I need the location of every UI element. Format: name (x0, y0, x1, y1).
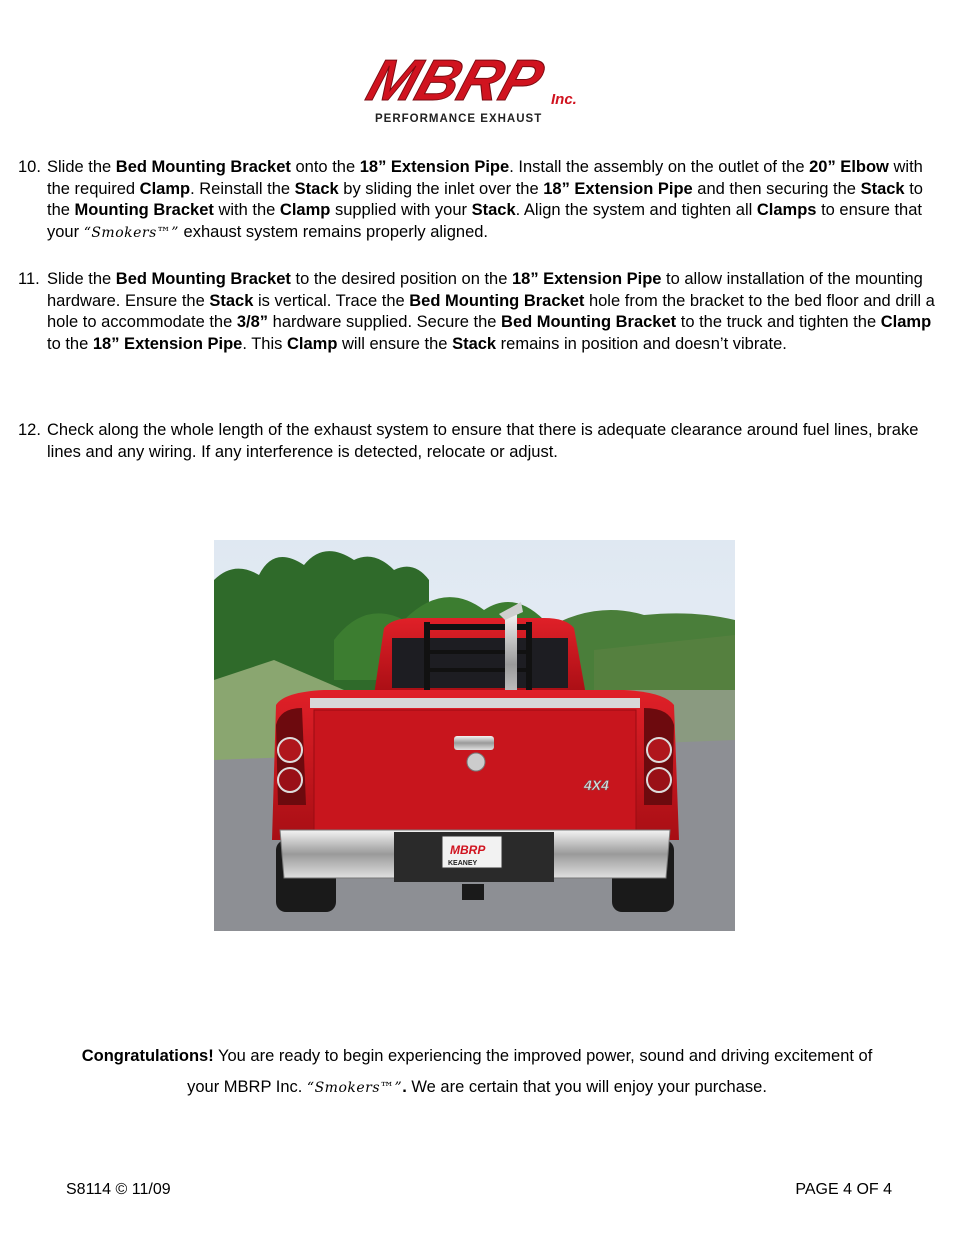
bold-term: Bed Mounting Bracket (115, 158, 291, 176)
bold-term: Bed Mounting Bracket (409, 291, 585, 310)
step-text-run: to ensure that your (47, 201, 922, 241)
bold-term: 20” Elbow (809, 158, 889, 176)
step-12 (18, 420, 938, 463)
step-text-run: supplied with your (330, 201, 472, 220)
bold-term: Clamp (286, 334, 338, 353)
step-text-run: . Align the system and tighten all (515, 201, 757, 220)
step-text-run: remains in position and doesn’t vibrate. (496, 334, 787, 353)
step-text (47, 269, 938, 355)
bold-term: 18” Extension Pipe (511, 270, 662, 288)
step-text-run: Slide the (47, 158, 116, 176)
bold-term: 18” Extension Pipe (359, 158, 510, 176)
smokers-product-name: “Smokers™” (306, 1080, 403, 1096)
congrats-lead: Congratulations! (81, 1047, 214, 1065)
bold-term: Stack (471, 201, 516, 220)
bold-term: Stack (209, 291, 254, 310)
step-text (47, 420, 938, 463)
bold-term: Stack (860, 179, 905, 198)
bold-term: Stack (294, 179, 339, 198)
step-text-run: with the required (47, 158, 923, 198)
step-number: 11. (18, 270, 40, 288)
congrats-line-1-rest: You are ready to begin experiencing the improved power, sound and driving excitement of (213, 1047, 873, 1065)
bold-term: Clamp (880, 313, 932, 332)
step-text-run: to the desired position on the (290, 270, 512, 288)
bold-term: 3/8” (236, 313, 269, 332)
step-text-run: Slide the (47, 270, 116, 288)
step-text-run: . Reinstall the (190, 179, 295, 198)
plate-text: MBRP (450, 843, 486, 857)
step-text-run: to the (47, 179, 923, 220)
step-text-run: hardware supplied. Secure the (268, 313, 502, 332)
step-number: 10. (18, 158, 41, 176)
step-number: 12. (18, 421, 41, 439)
step-text-run: Check along the whole length of the exhaust system to ensure that there is adequate clearance around fuel lines, brake lines and any wiring. If any interference is detected, relocate or adjust. (47, 421, 919, 461)
step-text-run: with the (213, 201, 280, 220)
step-text-run: to the (47, 334, 93, 353)
truck-photo (214, 540, 735, 931)
congratulations-paragraph (20, 1041, 934, 1104)
step-text (47, 157, 938, 244)
step-text-run: onto the (290, 158, 360, 176)
step-text-run: exhaust system remains properly aligned. (178, 222, 489, 241)
bold-term: Mounting Bracket (74, 201, 214, 220)
congrats-dot: . (402, 1078, 407, 1096)
bold-term: 18” Extension Pipe (92, 334, 243, 353)
logo-wordmark: MBRP (359, 50, 552, 113)
bold-term: Bed Mounting Bracket (115, 270, 291, 288)
logo-suffix: Inc. (551, 91, 577, 108)
logo-tagline: PERFORMANCE EXHAUST (375, 113, 543, 125)
step-text-run: will ensure the (337, 334, 453, 353)
step-text-run: by sliding the inlet over the (338, 179, 544, 198)
badge-4x4: 4X4 (584, 777, 609, 793)
bold-term: Clamp (139, 179, 191, 198)
step-11 (18, 269, 938, 355)
bold-term: Clamp (279, 201, 331, 220)
step-text-run: hole from the bracket to the bed floor and drill a hole to accommodate the (47, 291, 935, 332)
congrats-line-2-start: your MBRP Inc. (187, 1078, 307, 1096)
step-text-run: to allow installation of the mounting hardware. Ensure the (47, 270, 923, 310)
smokers-product-name: “Smokers™” (83, 224, 179, 241)
step-text-run: and then securing the (692, 179, 861, 198)
plate-dealer: KEANEY (448, 860, 478, 867)
step-text-run: to the truck and tighten the (676, 313, 881, 332)
mbrp-logo (358, 50, 610, 126)
step-10 (18, 157, 938, 244)
page-number: PAGE 4 OF 4 (795, 1181, 892, 1198)
document-code: S8114 © 11/09 (66, 1181, 171, 1198)
step-text-run: . Install the assembly on the outlet of the (509, 158, 810, 176)
bold-term: 18” Extension Pipe (543, 179, 693, 198)
step-text-run: is vertical. Trace the (253, 291, 410, 310)
step-text-run: . This (242, 334, 287, 353)
bold-term: Bed Mounting Bracket (501, 313, 677, 332)
congrats-line-2-end: We are certain that you will enjoy your purchase. (406, 1078, 767, 1096)
congrats-line-1 (20, 1041, 934, 1072)
bold-term: Clamps (756, 201, 817, 220)
bold-term: Stack (452, 334, 497, 353)
congrats-line-2 (20, 1072, 934, 1104)
